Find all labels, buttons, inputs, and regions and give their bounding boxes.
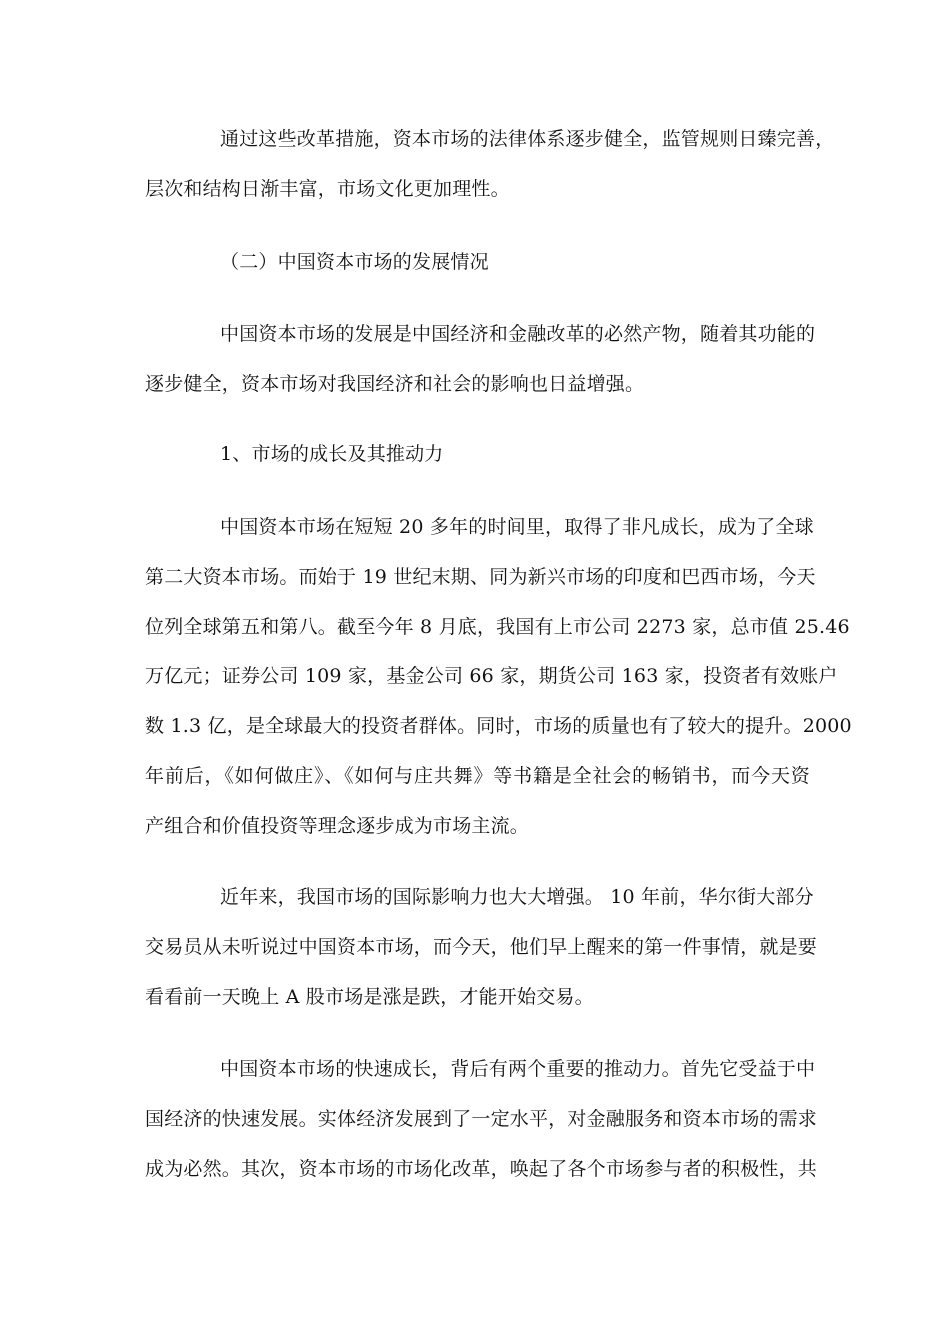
section-heading: （二）中国资本市场的发展情况 xyxy=(220,251,489,273)
paragraph-3-line-3: 位列全球第五和第八。截至今年 8 月底，我国有上市公司 2273 家，总市值 25.46 xyxy=(145,616,850,638)
paragraph-4-line-1: 近年来，我国市场的国际影响力也大大增强。 10 年前，华尔街大部分 xyxy=(220,886,814,908)
paragraph-5-line-2: 国经济的快速发展。实体经济发展到了一定水平，对金融服务和资本市场的需求 xyxy=(145,1108,818,1130)
paragraph-3-line-1: 中国资本市场在短短 20 多年的时间里，取得了非凡成长，成为了全球 xyxy=(220,516,814,538)
paragraph-4-line-2: 交易员从未听说过中国资本市场，而今天，他们早上醒来的第一件事情，就是要 xyxy=(145,936,818,958)
paragraph-3-line-4: 万亿元；证券公司 109 家，基金公司 66 家，期货公司 163 家，投资者有效账户 xyxy=(145,665,838,687)
paragraph-2-line-2: 逐步健全，资本市场对我国经济和社会的影响也日益增强。 xyxy=(145,373,645,395)
paragraph-3-line-6: 年前后，《如何做庄》、《如何与庄共舞》等书籍是全社会的畅销书，而今天资 xyxy=(145,765,810,787)
paragraph-1-line-1: 通过这些改革措施，资本市场的法律体系逐步健全，监管规则日臻完善， xyxy=(220,128,835,150)
paragraph-3-line-7: 产组合和价值投资等理念逐步成为市场主流。 xyxy=(145,815,530,837)
paragraph-3-line-2: 第二大资本市场。而始于 19 世纪末期、同为新兴市场的印度和巴西市场，今天 xyxy=(145,566,816,588)
paragraph-2-line-1: 中国资本市场的发展是中国经济和金融改革的必然产物，随着其功能的 xyxy=(220,323,816,345)
paragraph-4-line-3: 看看前一天晚上 A 股市场是涨是跌，才能开始交易。 xyxy=(145,986,594,1008)
paragraph-1-line-2: 层次和结构日渐丰富，市场文化更加理性。 xyxy=(145,178,510,200)
paragraph-3-line-5: 数 1.3 亿，是全球最大的投资者群体。同时，市场的质量也有了较大的提升。2000 xyxy=(145,715,852,737)
subsection-heading: 1、市场的成长及其推动力 xyxy=(220,443,444,465)
paragraph-5-line-3: 成为必然。其次，资本市场的市场化改革，唤起了各个市场参与者的积极性，共 xyxy=(145,1158,818,1180)
paragraph-5-line-1: 中国资本市场的快速成长，背后有两个重要的推动力。首先它受益于中 xyxy=(220,1058,816,1080)
